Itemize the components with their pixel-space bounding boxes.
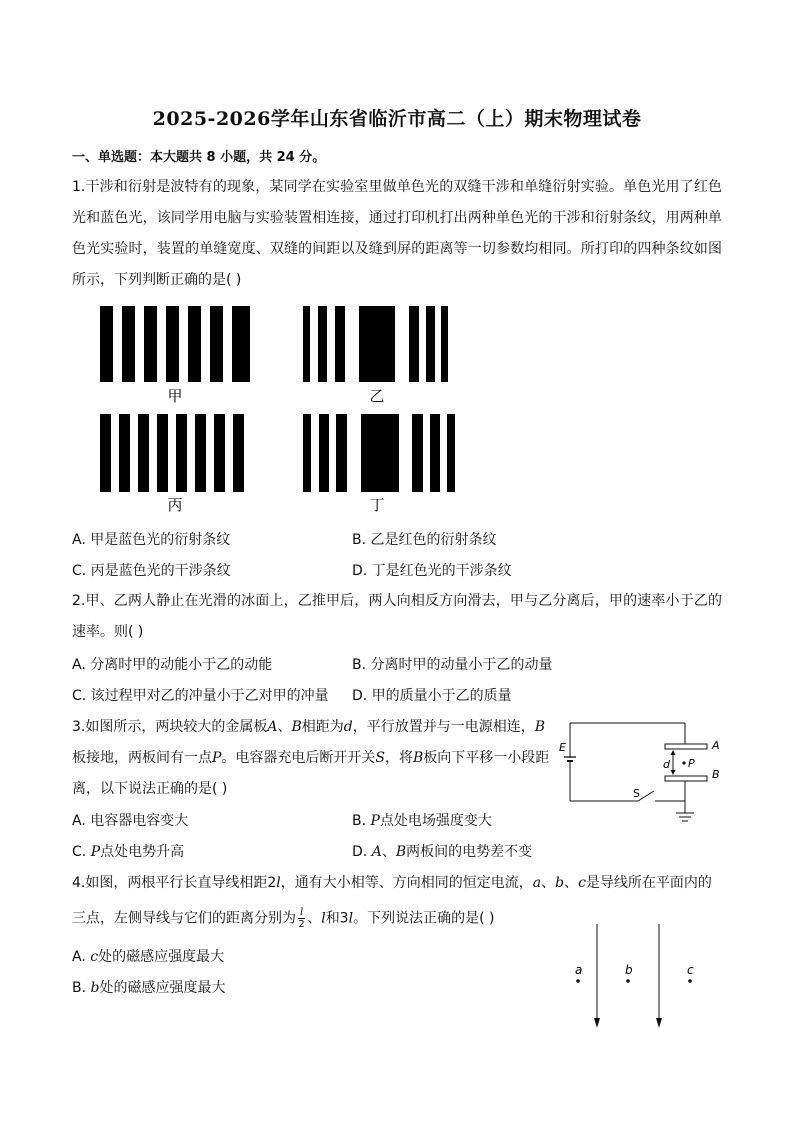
fringe-pattern-ding <box>303 414 455 492</box>
q1-option-d[interactable]: D. 丁是红色光的干涉条纹 <box>352 563 512 579</box>
question-3-line-3: 离，以下说法正确的是( ) <box>72 781 228 797</box>
question-3-line-1: 3.如图所示，两块较大的金属板A、B相距为d，平行放置并与一电源相连，B <box>72 719 546 735</box>
q3-option-d[interactable]: D. A、B两板间的电势差不变 <box>352 844 533 860</box>
label-d: d <box>663 758 670 771</box>
figure-label-jia: 甲 <box>167 387 183 405</box>
question-4-line-1: 4.如图，两根平行长直导线相距2l，通有大小相等、方向相同的恒定电流，a、b、c是导线所在平面内的 <box>72 875 712 891</box>
fringe-pattern-yi <box>303 306 448 382</box>
fringe-pattern-jia <box>100 306 250 382</box>
point-p <box>682 761 685 764</box>
fringe-pattern-bing <box>100 414 244 492</box>
question-3-line-2: 板接地，两板间有一点P。电容器充电后断开开关S，将B板向下平移一小段距 <box>72 750 550 766</box>
label-e: E <box>559 741 566 754</box>
point-b <box>626 979 630 983</box>
label-point-a: a <box>575 963 583 977</box>
question-1-stem: 1.干涉和衍射是波特有的现象，某同学在实验室里做单色光的双缝干涉和单缝衍射实验。单色光用了红色光和蓝色光，该同学用电脑与实验装置相连接，通过打印机打出两种单色光的干涉和衍射条纹，用两种单色光实验时，装置的单缝宽度、双缝的间距以及缝到屏的距离等一切参数均相同。所打印的四种条纹如图所示，下列判断正确的是( ) <box>72 179 722 288</box>
parallel-wires-diagram <box>560 918 710 1033</box>
label-b: B <box>712 768 720 781</box>
q3-option-c[interactable]: C. P点处电势升高 <box>72 844 185 860</box>
label-p: P <box>688 757 695 770</box>
q3-option-a[interactable]: A. 电容器电容变大 <box>72 813 189 829</box>
q4-option-a[interactable]: A. c处的磁感应强度最大 <box>72 949 225 965</box>
figure-label-bing: 丙 <box>167 496 183 514</box>
point-c <box>688 979 692 983</box>
figure-label-yi: 乙 <box>369 387 385 405</box>
label-point-c: c <box>687 963 694 977</box>
q2-option-a[interactable]: A. 分离时甲的动能小于乙的动能 <box>72 657 273 673</box>
capacitor-circuit-diagram <box>555 715 730 830</box>
exam-title: 2025-2026学年山东省临沂市高二（上）期末物理试卷 <box>152 108 642 130</box>
q4-option-b[interactable]: B. b处的磁感应强度最大 <box>72 980 226 996</box>
q2-option-c[interactable]: C. 该过程甲对乙的冲量小于乙对甲的冲量 <box>72 688 329 704</box>
section-heading: 一、单选题：本大题共 8 小题，共 24 分。 <box>72 150 326 165</box>
label-s: S <box>633 787 640 800</box>
point-a <box>576 979 580 983</box>
question-4-line-2: 三点，左侧导线与它们的距离分别为 $\frac{l}{2}$ 、l和3l。下列说法正确的是( ) <box>72 907 495 930</box>
question-2-stem: 2.甲、乙两人静止在光滑的冰面上，乙推甲后，两人向相反方向滑去，甲与乙分离后，甲的速率小于乙的速率。则( ) <box>72 593 722 640</box>
q2-option-b[interactable]: B. 分离时甲的动量小于乙的动量 <box>352 657 553 673</box>
q3-option-b[interactable]: B. P点处电场强度变大 <box>352 813 492 829</box>
plate-a <box>665 744 707 749</box>
figure-label-ding: 丁 <box>369 496 385 514</box>
q1-option-c[interactable]: C. 丙是蓝色光的干涉条纹 <box>72 563 231 579</box>
q1-option-a[interactable]: A. 甲是蓝色光的衍射条纹 <box>72 532 231 548</box>
fringe-patterns-figure <box>72 300 482 520</box>
fraction-l-over-2: $\frac{l}{2}$ <box>298 907 305 930</box>
q2-option-d[interactable]: D. 甲的质量小于乙的质量 <box>352 688 512 704</box>
label-point-b: b <box>625 963 633 977</box>
q1-option-b[interactable]: B. 乙是红色的衍射条纹 <box>352 532 497 548</box>
plate-b <box>665 776 707 781</box>
label-a: A <box>712 739 720 752</box>
